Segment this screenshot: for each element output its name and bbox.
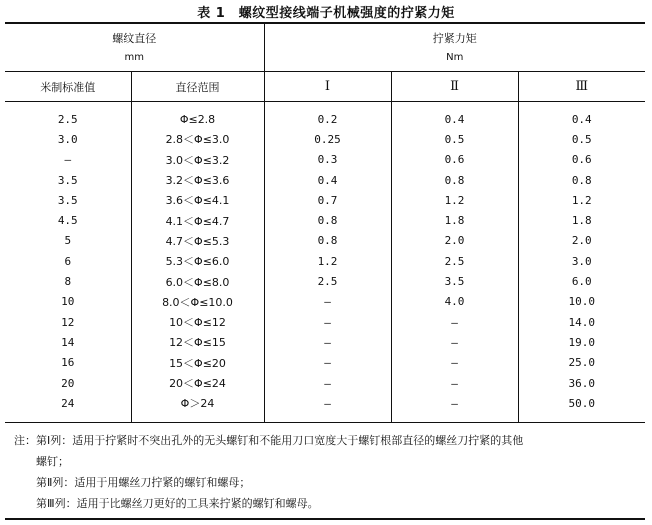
cell-col-II: 1.2 (391, 190, 518, 210)
table-title: 表 1 螺纹型接线端子机械强度的拧紧力矩 (197, 6, 455, 21)
cell-col-III: 1.2 (518, 190, 645, 210)
cell-col-III: 36.0 (518, 373, 645, 393)
table-row (5, 393, 645, 413)
cell-range: 4.1＜Φ≤4.7 (131, 210, 264, 230)
cell-col-III: 0.8 (518, 170, 645, 190)
col-I-header: Ⅰ (264, 72, 391, 102)
cell-col-I: — (264, 393, 391, 413)
table-row (5, 150, 645, 170)
thread-diameter-label: 螺纹直径 (112, 31, 157, 45)
table-row (5, 170, 645, 190)
table-body (5, 109, 645, 413)
cell-col-III: 50.0 (518, 393, 645, 413)
cell-col-II: 4.0 (391, 292, 518, 312)
cell-col-III: 1.8 (518, 210, 645, 230)
torque-unit: Nm (446, 51, 464, 63)
cell-col-III: 2.0 (518, 231, 645, 251)
cell-col-I: 0.8 (264, 231, 391, 251)
cell-metric: 14 (61, 335, 75, 349)
table-row (5, 312, 645, 332)
note-line-2: 螺钉； (36, 455, 69, 468)
col-II-header: Ⅱ (391, 72, 518, 102)
cell-col-III: 0.4 (518, 109, 645, 129)
cell-metric: 3.0 (57, 132, 78, 146)
cell-metric: 5 (64, 234, 72, 248)
cell-col-I: 0.4 (264, 170, 391, 190)
cell-range: Φ≤2.8 (131, 109, 264, 129)
table-row (5, 373, 645, 393)
cell-range: 8.0＜Φ≤10.0 (131, 292, 264, 312)
cell-col-II: — (391, 332, 518, 352)
table-row (5, 271, 645, 291)
cell-col-III: 0.5 (518, 129, 645, 149)
cell-col-II: 0.8 (391, 170, 518, 190)
cell-metric: 3.5 (57, 173, 78, 187)
table-row (5, 292, 645, 312)
table-row (5, 231, 645, 251)
cell-metric: 6 (64, 254, 72, 268)
cell-col-II: — (391, 373, 518, 393)
cell-range: Φ＞24 (131, 393, 264, 413)
cell-col-I: — (264, 353, 391, 373)
cell-metric: 10 (61, 295, 75, 309)
table-row (5, 210, 645, 230)
header-row-1 (5, 24, 645, 72)
cell-metric: 8 (64, 275, 72, 289)
cell-col-II: 0.5 (391, 129, 518, 149)
cell-range: 4.7＜Φ≤5.3 (131, 231, 264, 251)
cell-col-II: — (391, 312, 518, 332)
cell-col-II: — (391, 353, 518, 373)
cell-col-II: — (391, 393, 518, 413)
cell-range: 3.2＜Φ≤3.6 (131, 170, 264, 190)
cell-col-I: 0.25 (264, 129, 391, 149)
note-line-4: 第Ⅲ列：适用于比螺丝刀更好的工具来拧紧的螺钉和螺母。 (36, 497, 319, 510)
cell-col-I: — (264, 312, 391, 332)
cell-metric: 12 (61, 315, 75, 329)
cell-range: 5.3＜Φ≤6.0 (131, 251, 264, 271)
col-III-header: Ⅲ (518, 72, 645, 102)
table-row (5, 332, 645, 352)
table-row (5, 190, 645, 210)
col-metric-header: 米制标准值 (5, 72, 131, 102)
cell-col-III: 3.0 (518, 251, 645, 271)
cell-col-I: 1.2 (264, 251, 391, 271)
cell-metric: 3.5 (57, 193, 78, 207)
cell-range: 10＜Φ≤12 (131, 312, 264, 332)
cell-col-II: 2.0 (391, 231, 518, 251)
spacer-row-bottom (5, 413, 645, 423)
col-range-header: 直径范围 (131, 72, 264, 102)
cell-col-I: — (264, 332, 391, 352)
cell-col-III: 19.0 (518, 332, 645, 352)
thread-diameter-header (5, 24, 264, 72)
cell-col-I: 0.2 (264, 109, 391, 129)
cell-col-II: 0.4 (391, 109, 518, 129)
cell-col-II: 3.5 (391, 271, 518, 291)
note-line-3: 第Ⅱ列：适用于用螺丝刀拧紧的螺钉和螺母； (36, 476, 251, 489)
cell-range: 3.0＜Φ≤3.2 (131, 150, 264, 170)
cell-col-I: — (264, 373, 391, 393)
cell-range: 6.0＜Φ≤8.0 (131, 271, 264, 291)
cell-col-III: 10.0 (518, 292, 645, 312)
cell-col-II: 2.5 (391, 251, 518, 271)
table-notes (14, 430, 639, 514)
table-row (5, 251, 645, 271)
table-row (5, 129, 645, 149)
cell-col-I: 0.8 (264, 210, 391, 230)
cell-range: 2.8＜Φ≤3.0 (131, 129, 264, 149)
cell-col-I: 0.7 (264, 190, 391, 210)
note-line-1: 注：第Ⅰ列：适用于拧紧时不突出孔外的无头螺钉和不能用刀口宽度大于螺钉根部直径的螺丝刀拧紧的其他 (14, 434, 524, 447)
cell-metric: 2.5 (57, 112, 78, 126)
torque-header (264, 24, 645, 72)
header-row-2 (5, 72, 645, 102)
cell-metric: 16 (61, 356, 75, 370)
table-row (5, 109, 645, 129)
cell-col-III: 14.0 (518, 312, 645, 332)
cell-metric: 4.5 (57, 214, 78, 228)
cell-col-I: — (264, 292, 391, 312)
cell-metric: — (64, 153, 72, 167)
table-row (5, 353, 645, 373)
cell-col-I: 2.5 (264, 271, 391, 291)
cell-metric: 20 (61, 376, 75, 390)
cell-col-III: 6.0 (518, 271, 645, 291)
cell-col-II: 0.6 (391, 150, 518, 170)
cell-range: 20＜Φ≤24 (131, 373, 264, 393)
cell-range: 3.6＜Φ≤4.1 (131, 190, 264, 210)
torque-table (5, 24, 645, 423)
cell-col-III: 25.0 (518, 353, 645, 373)
cell-col-I: 0.3 (264, 150, 391, 170)
cell-range: 15＜Φ≤20 (131, 353, 264, 373)
cell-range: 12＜Φ≤15 (131, 332, 264, 352)
torque-label: 拧紧力矩 (432, 31, 477, 45)
cell-metric: 24 (61, 396, 75, 410)
thread-diameter-unit: mm (124, 51, 144, 63)
spacer-row (5, 102, 645, 110)
cell-col-III: 0.6 (518, 150, 645, 170)
cell-col-II: 1.8 (391, 210, 518, 230)
